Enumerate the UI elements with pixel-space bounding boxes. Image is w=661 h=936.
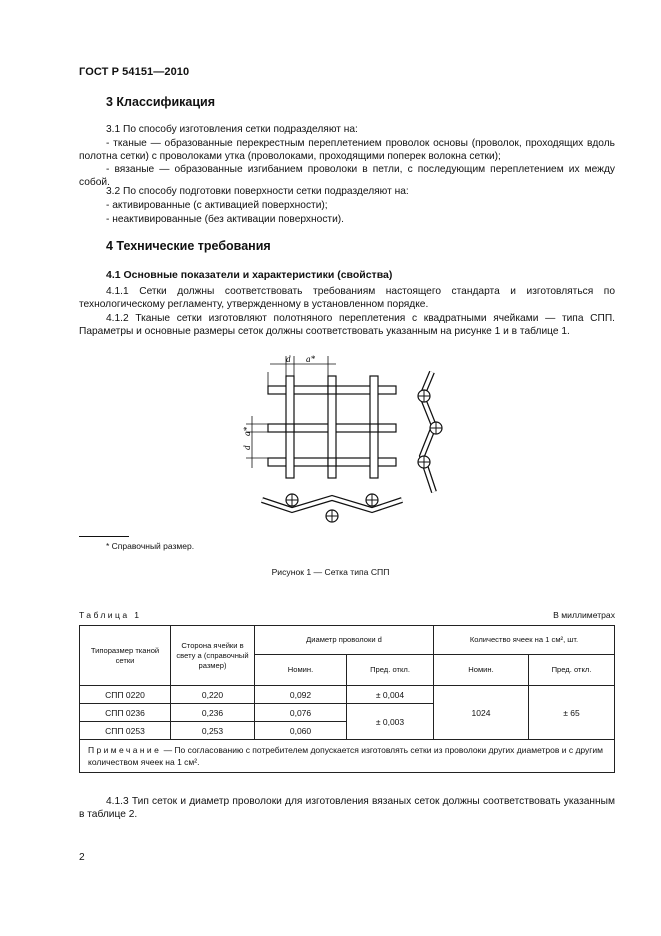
cell-count-nom: 1024 [434, 686, 529, 740]
cell-aperture: 0,253 [171, 722, 255, 740]
col-header-diameter: Диаметр проволоки d [255, 626, 434, 655]
paragraph-3-1: 3.1 По способу изготовления сетки подразделяют на: [106, 124, 358, 135]
cell-diameter-dev: ± 0,004 [347, 686, 434, 704]
subsection-4-1-title: 4.1 Основные показатели и характеристики (свойства) [106, 269, 393, 281]
dim-a-label: a* [306, 354, 315, 364]
page-number: 2 [79, 852, 85, 863]
cell-count-dev: ± 65 [529, 686, 615, 740]
section-3-title: 3 Классификация [106, 95, 216, 109]
subheader-dev: Пред. откл. [529, 655, 615, 686]
table-note [80, 740, 615, 773]
figure-footnote: * Справочный размер. [106, 541, 195, 551]
cell-diameter-dev-group: ± 0,003 [347, 704, 434, 740]
paragraph-3-1-item-woven: - тканые — образованные перекрестным переплетением проволок основы (проволок, проходящих вдоль полотна сетки) с проволоками утка (проволоками, проходящими поперек волокна сетки); [79, 138, 615, 162]
col-header-count: Количество ячеек на 1 см², шт. [434, 626, 615, 655]
subheader-nom: Номин. [255, 655, 347, 686]
col-header-type: Типоразмер тканой сетки [80, 626, 171, 686]
paragraph-3-2-item-activated: - активированные (с активацией поверхности); [106, 200, 328, 211]
table-note-row [80, 740, 615, 773]
table-units: В миллиметрах [553, 610, 615, 620]
mesh-figure [240, 350, 450, 528]
paragraph-3-1-item-knitted: - вязаные — образованные изгибанием проволоки в петли, с последующим переплетением их между собой. [79, 164, 615, 188]
note-text: — По согласованию с потребителем допускается изготовлять сетки из проволоки других диаметров и с другим количеством ячеек на 1 см². [88, 745, 603, 767]
note-label: Примечание [88, 745, 162, 755]
subheader-nom: Номин. [434, 655, 529, 686]
table-row [80, 686, 615, 704]
cell-type: СПП 0236 [80, 704, 171, 722]
standard-header: ГОСТ Р 54151—2010 [79, 66, 190, 78]
cell-diameter: 0,092 [255, 686, 347, 704]
section-4-title: 4 Технические требования [106, 239, 271, 253]
cell-type: СПП 0253 [80, 722, 171, 740]
paragraph-4-1-1: 4.1.1 Сетки должны соответствовать требованиям настоящего стандарта и изготовляться по технологическому регламенту, утвержденному в установленном порядке. [79, 286, 615, 310]
paragraph-4-1-2: 4.1.2 Тканые сетки изготовляют полотняного переплетения с квадратными ячейками — типа СПП. Параметры и основные размеры сеток должны соответствовать указанным на рисунке 1 и в таблице 1. [79, 313, 615, 337]
col-header-aperture: Сторона ячейки в свету a (справочный размер) [171, 626, 255, 686]
table-1 [79, 625, 615, 773]
paragraph-4-1-3: 4.1.3 Тип сеток и диаметр проволоки для изготовления вязаных сеток должны соответствовать указанным в таблице 2. [79, 796, 615, 820]
paragraph-3-2-item-nonactivated: - неактивированные (без активации поверхности). [106, 214, 344, 225]
cell-aperture: 0,220 [171, 686, 255, 704]
cell-diameter: 0,060 [255, 722, 347, 740]
footnote-divider [79, 536, 129, 537]
dim-a-label-vertical: a* [242, 427, 252, 436]
cell-diameter: 0,076 [255, 704, 347, 722]
figure-caption: Рисунок 1 — Сетка типа СПП [271, 567, 390, 577]
table-label: Таблица 1 [79, 610, 142, 620]
dim-d-label-vertical: d [242, 445, 252, 450]
paragraph-3-2: 3.2 По способу подготовки поверхности сетки подразделяют на: [106, 186, 409, 197]
cell-type: СПП 0220 [80, 686, 171, 704]
cell-aperture: 0,236 [171, 704, 255, 722]
subheader-dev: Пред. откл. [347, 655, 434, 686]
dim-d-label: d [286, 354, 291, 364]
